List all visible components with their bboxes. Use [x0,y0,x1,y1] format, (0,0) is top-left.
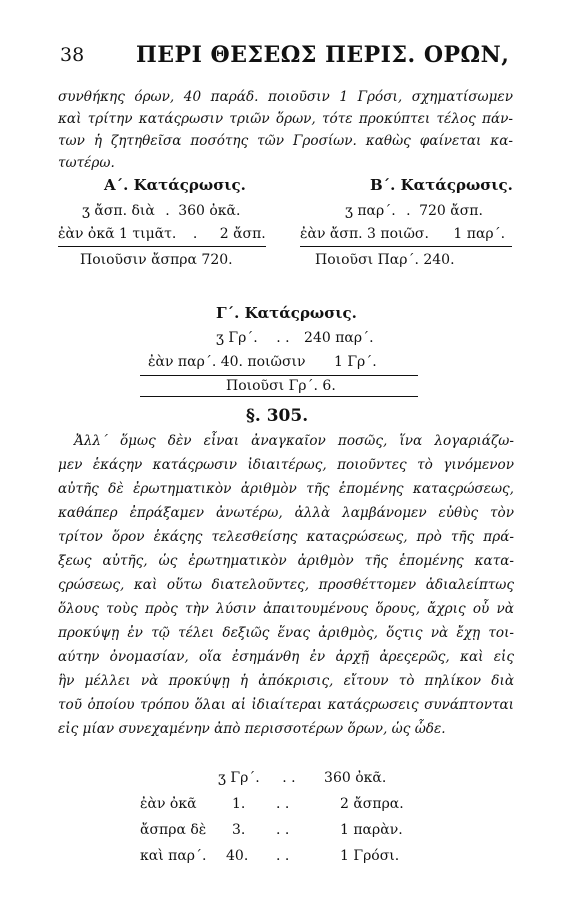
rule [140,396,418,397]
row-right: 240 παρ΄. [304,330,374,346]
row-dots: . [165,203,170,219]
final-row-num: 3. [232,822,246,838]
intro-line: τωτέρω. [58,155,115,171]
row-right: 360 ὀκᾶ. [178,203,241,219]
page-number: 38 [60,44,85,66]
final-row-right: 1 παρὰν. [340,822,403,838]
arrangement-c-title: Γ΄. Κατάςρωσις. [216,304,357,322]
arrangement-b-row-2 [300,226,505,242]
row-dots: . . [276,330,290,346]
row-left: παρ΄. [357,203,396,219]
intro-line: των ἡ ζητηθεῖσα ποσότης τῶν Γροσίων. καθὼς φαίνεται κα- [58,133,513,149]
body-line: Ἀλλ΄ ὅμως δὲν εἶναι ἀναγκαῖον ποσῶς, ἵνα λογαριάζω- [74,433,514,449]
body-line: καθάπερ ἐπράξαμεν ἀνωτέρω, ἀλλὰ λαμβάνομεν εὐθὺς τὸν [58,505,514,521]
row-left: ἐὰν ὀκᾶ 1 τιμᾶτ. [58,226,177,242]
arrangement-a-row-1 [82,203,240,219]
row-right: 1 παρ΄. [453,226,506,242]
lead-mark: ʒ [218,770,226,786]
body-line: τοῦ ὁποίου τρόπου ὅλαι αἱ ἰδιαίτεραι κατάςρωσεις συνάπτονται [58,697,514,713]
row-dots: . [192,226,198,242]
rule [300,246,512,247]
intro-line: καὶ τρίτην κατάςρωσιν τριῶν ὅρων, τότε προκύπτει τέλος πάν- [58,111,513,127]
final-row-dots: . . [276,822,290,838]
final-row-1 [218,770,386,786]
running-header [60,44,517,76]
header-title: ΠΕΡΙ ΘΕΣΕΩΣ ΠΕΡΙΣ. ΟΡΩΝ, [136,42,510,68]
row-right: 360 ὀκᾶ. [324,770,387,786]
row-left: ἐὰν ἄσπ. 3 ποιῶσ. [300,226,429,242]
final-row-dots: . . [276,796,290,812]
row-dots: . . [282,770,296,786]
body-line: ἣν μέλλει νὰ προκύψῃ ἡ ἀπόκρισις, εἴτουν τὸ πηλίκον διὰ [58,673,514,689]
section-heading: §. 305. [246,406,309,426]
arrangement-b-title: Β΄. Κατάςρωσις. [370,176,513,194]
final-row-right: 2 ἄσπρα. [340,796,404,812]
arrangement-a-result: Ποιοῦσιν ἄσπρα 720. [80,252,233,268]
arrangement-c-row-2 [148,354,377,370]
body-line: προκύψῃ ἐν τῷ τέλει δεξιῶς ἕνας ἀριθμὸς, ὅςτις νὰ ἔχῃ τοι- [58,625,514,641]
arrangement-b-row-1 [345,203,483,219]
body-line: αύτην ὀνομασίαν, οἵα ἐσημάνθη ἐν ἀρχῇ ἀρεςερῶς, καὶ εἰς [58,649,514,665]
final-row-dots: . . [276,848,290,864]
body-line: ξεως αὐτῆς, ὡς ἐρωτηματικὸν ἀριθμὸν τῆς ἑπομένης κατα- [58,553,514,569]
body-line: τρίτον ὅρον ἑκάςης τελεσθείσης καταςρώσεως, πρὸ τῆς πρά- [58,529,514,545]
final-row-right: 1 Γρόσι. [340,848,400,864]
arrangement-a-title: Α΄. Κατάςρωσις. [104,176,246,194]
body-line: αὐτῆς δὲ ἐρωτηματικὸν ἀριθμὸν τῆς ἑπομένης καταςρώσεως, [58,481,514,497]
final-row-left: καὶ παρ΄. [140,848,207,864]
arrangement-c-result: Ποιοῦσι Γρ΄. 6. [226,378,336,394]
rule [58,246,266,247]
row-left: Γρ΄. [230,770,260,786]
row-dots: . [406,203,411,219]
body-line: ὅλους τοὺς πρὸς τὴν λύσιν ἀπαιτουμένους ὅρους, ἄχρις οὗ νὰ [58,601,514,617]
intro-line: συνθήκης όρων, 40 παράδ. ποιοῦσιν 1 Γρόσι, σχηματίσωμεν [58,89,513,105]
final-row-num: 40. [226,848,249,864]
final-row-num: 1. [232,796,246,812]
row-right: 720 ἄσπ. [419,203,483,219]
rule [140,375,418,376]
arrangement-c-row-1 [216,330,374,346]
final-row-left: ἐὰν ὀκᾶ [140,796,197,812]
row-left: ἐὰν παρ΄. 40. ποιῶσιν [148,354,306,370]
arrangement-a-row-2 [58,226,266,242]
row-left: Γρ΄. [228,330,258,346]
lead-mark: ʒ [216,330,224,346]
lead-mark: ʒ [345,203,353,219]
row-right: 2 ἄσπ. [219,226,266,242]
arrangement-b-result: Ποιοῦσι Παρ΄. 240. [315,252,455,268]
lead-mark: ʒ [82,203,90,219]
body-line: μεν ἑκάςην κατάςρωσιν ἰδιαιτέρως, ποιοῦντες τὸ γινόμενον [58,457,514,473]
final-row-left: ἄσπρα δὲ [140,822,207,838]
row-right: 1 Γρ΄. [333,354,377,370]
row-left: ἄσπ. διὰ [94,203,155,219]
body-line: ςρώσεως, καὶ οὕτω διατελοῦντες, προσθέττομεν ἀδιαλείπτως [58,577,514,593]
body-line: εἰς μίαν συνεχαμένην ἀπὸ περισσοτέρων ὅρων, ὡς ὧδε. [58,721,446,737]
